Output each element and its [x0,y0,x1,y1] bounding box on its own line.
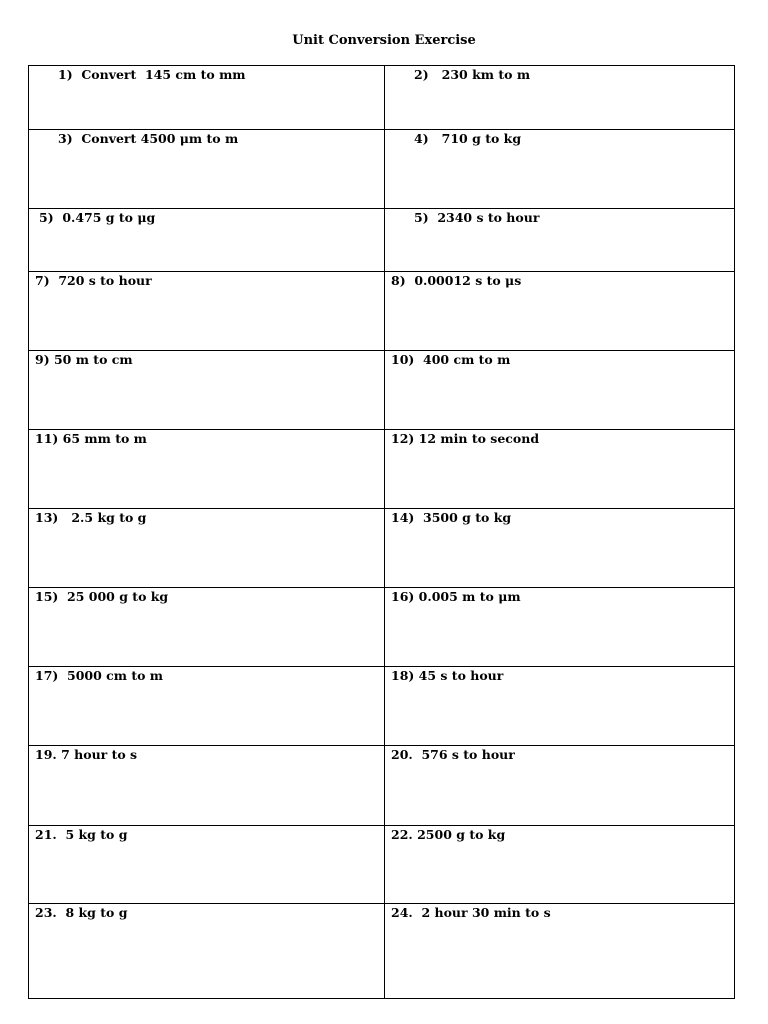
exercise-cell [29,130,385,209]
question-text: 17) 5000 cm to m [35,668,164,683]
question-text: 16) 0.005 m to μm [391,589,521,604]
question-text: 1) Convert 145 cm to mm [58,67,246,82]
table-row [29,272,735,351]
exercise-cell [385,209,735,272]
exercise-cell [29,66,385,130]
question-text: 24. 2 hour 30 min to s [391,905,551,920]
table-row [29,430,735,509]
exercise-cell [385,130,735,209]
exercise-cell [29,509,385,588]
question-text: 14) 3500 g to kg [391,510,512,525]
exercise-cell [385,351,735,430]
exercise-cell [385,904,735,999]
exercise-cell [29,272,385,351]
question-text: 7) 720 s to hour [35,273,152,288]
question-text: 5) 0.475 g to μg [39,210,156,225]
exercise-cell [29,588,385,667]
table-row [29,509,735,588]
table-row [29,66,735,130]
table-row [29,130,735,209]
exercise-cell [385,826,735,904]
question-text: 20. 576 s to hour [391,747,515,762]
exercise-cell [29,667,385,746]
question-text: 22. 2500 g to kg [391,827,506,842]
question-text: 18) 45 s to hour [391,668,504,683]
table-row [29,351,735,430]
question-text: 23. 8 kg to g [35,905,128,920]
exercise-cell [385,66,735,130]
exercise-cell [29,209,385,272]
question-text: 9) 50 m to cm [35,352,133,367]
question-text: 15) 25 000 g to kg [35,589,169,604]
table-row [29,826,735,904]
question-text: 10) 400 cm to m [391,352,511,367]
question-text: 5) 2340 s to hour [414,210,540,225]
exercise-cell [29,904,385,999]
question-text: 2) 230 km to m [414,67,531,82]
exercise-cell [385,272,735,351]
table-row [29,588,735,667]
exercise-cell [385,667,735,746]
question-text: 21. 5 kg to g [35,827,128,842]
table-row [29,746,735,826]
exercise-cell [29,826,385,904]
exercise-table [28,65,735,999]
question-text: 11) 65 mm to m [35,431,147,446]
exercise-cell [29,746,385,826]
question-text: 12) 12 min to second [391,431,540,446]
question-text: 4) 710 g to kg [414,131,522,146]
exercise-cell [385,588,735,667]
table-row [29,667,735,746]
exercise-cell [385,430,735,509]
table-row [29,209,735,272]
table-row [29,904,735,999]
exercise-cell [385,509,735,588]
page-title: Unit Conversion Exercise [292,33,476,48]
exercise-cell [29,351,385,430]
question-text: 13) 2.5 kg to g [35,510,147,525]
question-text: 3) Convert 4500 μm to m [58,131,239,146]
question-text: 19. 7 hour to s [35,747,138,762]
question-text: 8) 0.00012 s to μs [391,273,522,288]
exercise-cell [29,430,385,509]
exercise-cell [385,746,735,826]
